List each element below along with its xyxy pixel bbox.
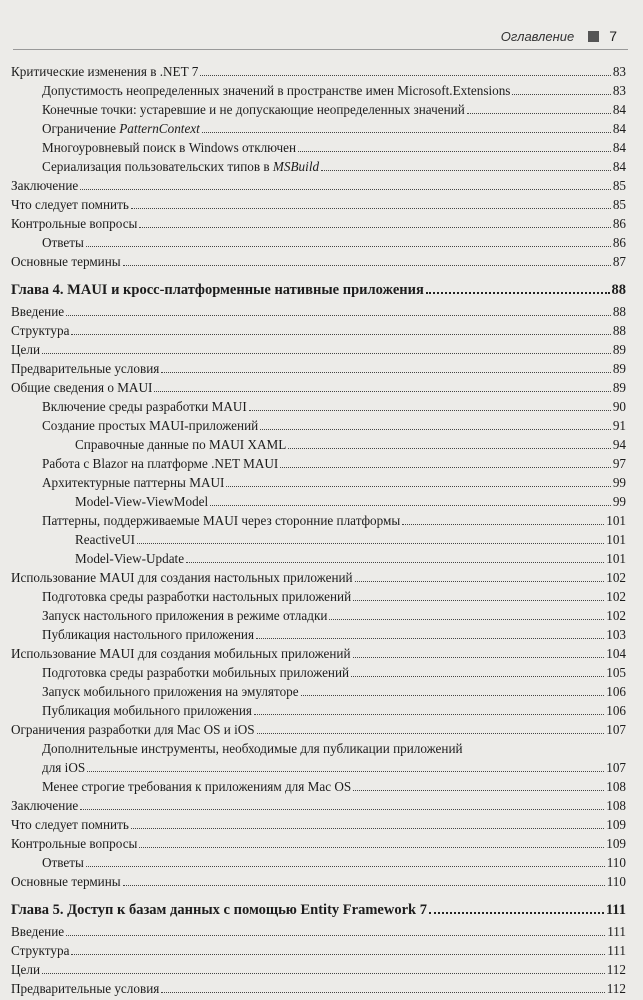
toc-entry-title: Цели (11, 962, 41, 977)
toc-entry-title: Контрольные вопросы (11, 216, 138, 231)
toc-page-number: 110 (606, 855, 626, 870)
toc-entry-title-italic: PatternContext (119, 121, 200, 136)
toc-page-number: 84 (612, 140, 626, 155)
toc-entry-title: Model-View-ViewModel (75, 494, 209, 509)
toc-entry-title: Конечные точки: устаревшие и не допускающие неопределенных значений (42, 102, 465, 117)
toc-entry-title: Цели (11, 342, 41, 357)
toc-entry[interactable] (11, 340, 626, 359)
dot-leader (87, 771, 604, 772)
toc-entry[interactable] (11, 606, 626, 625)
toc-entry[interactable] (11, 644, 626, 663)
dot-leader (139, 847, 604, 848)
dot-leader (137, 543, 604, 544)
toc-page-number: 84 (612, 121, 626, 136)
table-of-contents (11, 62, 626, 998)
toc-entry-title: Введение (11, 304, 65, 319)
toc-page-number: 94 (612, 437, 626, 452)
toc-entry[interactable] (11, 701, 626, 720)
toc-entry[interactable] (11, 176, 626, 195)
toc-entry[interactable] (11, 853, 626, 872)
toc-page-number: 106 (606, 703, 626, 718)
toc-entry-title: Основные термины (11, 874, 121, 889)
dot-leader (66, 935, 605, 936)
toc-page-number: 86 (612, 216, 626, 231)
dot-leader (42, 973, 605, 974)
dot-leader (202, 132, 611, 133)
toc-page-number: 101 (606, 551, 626, 566)
toc-entry-title: Использование MAUI для создания мобильных приложений (11, 646, 351, 661)
dot-leader (353, 600, 604, 601)
toc-entry-title: Архитектурные паттерны MAUI (42, 475, 225, 490)
toc-entry[interactable] (11, 62, 626, 81)
dot-leader (280, 467, 611, 468)
toc-page-number: 103 (606, 627, 626, 642)
toc-entry-title-continued: для iOS (42, 760, 86, 775)
toc-entry-title: Что следует помнить (11, 817, 129, 832)
toc-page-number: 83 (612, 64, 626, 79)
toc-entry[interactable] (11, 777, 626, 796)
toc-entry-title: Публикация мобильного приложения (42, 703, 252, 718)
toc-entry[interactable] (11, 815, 626, 834)
dot-leader (123, 265, 611, 266)
toc-entry-title: Включение среды разработки MAUI (42, 399, 247, 414)
header-rule (13, 49, 628, 50)
dot-leader (353, 790, 604, 791)
dot-leader (355, 581, 605, 582)
toc-entry[interactable] (11, 233, 626, 252)
toc-entry[interactable] (11, 214, 626, 233)
toc-page-number: 112 (606, 962, 626, 977)
toc-page-number: 88 (612, 323, 626, 338)
dot-leader (260, 429, 611, 430)
toc-page-number: 87 (612, 254, 626, 269)
toc-entry-title: Допустимость неопределенных значений в пространстве имен Microsoft.Extensions (42, 83, 511, 98)
toc-entry[interactable] (11, 941, 626, 960)
toc-entry-title: Подготовка среды разработки мобильных приложений (42, 665, 350, 680)
dot-leader (200, 75, 610, 76)
dot-leader (402, 524, 604, 525)
dot-leader (139, 227, 610, 228)
toc-entry-title: Model-View-Update (75, 551, 185, 566)
dot-leader (288, 448, 610, 449)
toc-entry[interactable] (11, 511, 626, 530)
toc-page-number: 84 (612, 102, 626, 117)
toc-entry[interactable] (11, 100, 626, 119)
toc-entry[interactable] (11, 720, 626, 739)
toc-page-number: 102 (606, 608, 626, 623)
toc-entry-title: Заключение (11, 798, 79, 813)
dot-leader (161, 992, 604, 993)
dot-leader (186, 562, 604, 563)
dot-leader (161, 372, 610, 373)
toc-entry-title: Структура (11, 323, 70, 338)
toc-entry-title: Создание простых MAUI-приложений (42, 418, 259, 433)
toc-entry[interactable] (11, 587, 626, 606)
toc-page-number: 104 (606, 646, 626, 661)
toc-entry-title: Паттерны, поддерживаемые MAUI через сторонние платформы (42, 513, 401, 528)
toc-page-number: 84 (612, 159, 626, 174)
toc-entry[interactable] (11, 549, 626, 568)
toc-entry[interactable] (11, 834, 626, 853)
toc-page-number: 107 (606, 760, 626, 775)
toc-entry-title: Запуск настольного приложения в режиме отладки (42, 608, 328, 623)
dot-leader (249, 410, 611, 411)
dot-leader (429, 912, 604, 914)
toc-entry-title: Многоуровневый поиск в Windows отключен (42, 140, 297, 155)
dot-leader (80, 189, 611, 190)
toc-page-number: 85 (612, 178, 626, 193)
toc-entry-title: Ответы (42, 235, 84, 250)
toc-entry[interactable] (11, 960, 626, 979)
dot-leader (301, 695, 605, 696)
dot-leader (257, 733, 605, 734)
dot-leader (80, 809, 604, 810)
toc-entry[interactable] (11, 682, 626, 701)
dot-leader (321, 170, 611, 171)
dot-leader (426, 292, 610, 294)
toc-entry[interactable] (11, 252, 626, 271)
dot-leader (154, 391, 610, 392)
dot-leader (71, 954, 605, 955)
toc-page-number: 86 (612, 235, 626, 250)
toc-entry[interactable] (11, 416, 626, 435)
toc-entry[interactable] (11, 378, 626, 397)
toc-entry[interactable] (11, 302, 626, 321)
toc-entry[interactable] (11, 157, 626, 176)
dot-leader (66, 315, 611, 316)
toc-page-number: 89 (612, 380, 626, 395)
dot-leader (467, 113, 611, 114)
toc-entry-title: Общие сведения о MAUI (11, 380, 153, 395)
toc-entry-title: Предварительные условия (11, 361, 160, 376)
toc-entry-title: Критические изменения в .NET 7 (11, 64, 199, 79)
toc-page-number: 83 (612, 83, 626, 98)
toc-entry-title: Заключение (11, 178, 79, 193)
toc-entry-title: Использование MAUI для создания настольных приложений (11, 570, 353, 585)
toc-page-number: 89 (612, 361, 626, 376)
dot-leader (512, 94, 610, 95)
toc-page-number: 111 (605, 902, 626, 918)
toc-page-number: 108 (606, 779, 626, 794)
toc-page-number: 102 (606, 570, 626, 585)
dot-leader (254, 714, 604, 715)
toc-entry[interactable] (11, 739, 626, 777)
dot-leader (123, 885, 605, 886)
toc-entry-title: Структура (11, 943, 70, 958)
header-square-marker (588, 31, 599, 42)
dot-leader (131, 828, 604, 829)
toc-entry-title: ReactiveUI (75, 532, 136, 547)
dot-leader (131, 208, 611, 209)
toc-entry-title-italic: MSBuild (272, 159, 320, 174)
toc-entry[interactable] (11, 359, 626, 378)
toc-entry-title: Публикация настольного приложения (42, 627, 255, 642)
toc-page-number: 97 (612, 456, 626, 471)
page-number: 7 (609, 28, 617, 44)
toc-entry-title: Предварительные условия (11, 981, 160, 996)
toc-entry[interactable] (11, 119, 626, 138)
toc-page-number: 110 (606, 874, 626, 889)
section-title: Оглавление (500, 28, 575, 44)
dot-leader (353, 657, 605, 658)
toc-entry[interactable] (11, 625, 626, 644)
toc-entry-title: Дополнительные инструменты, необходимые для публикации приложений (42, 741, 463, 756)
toc-page-number: 101 (606, 532, 626, 547)
toc-chapter-title: Глава 4. MAUI и кросс-платформенные нативные приложения (11, 282, 424, 298)
dot-leader (210, 505, 611, 506)
toc-entry[interactable] (11, 397, 626, 416)
toc-entry[interactable] (11, 454, 626, 473)
toc-page-number: 99 (612, 494, 626, 509)
toc-page-number: 99 (612, 475, 626, 490)
toc-entry[interactable] (11, 922, 626, 941)
toc-page-number: 89 (612, 342, 626, 357)
toc-entry-title: Сериализация пользовательских типов в MSBuild (42, 159, 320, 174)
toc-entry-title: Ограничение PatternContext (42, 121, 200, 136)
toc-entry[interactable] (11, 979, 626, 998)
dot-leader (86, 246, 611, 247)
toc-entry-title: Справочные данные по MAUI XAML (75, 437, 287, 452)
toc-entry[interactable] (11, 872, 626, 891)
toc-entry[interactable] (11, 81, 626, 100)
toc-entry[interactable] (11, 195, 626, 214)
toc-page-number: 109 (606, 817, 626, 832)
toc-page-number: 112 (606, 981, 626, 996)
toc-entry[interactable] (11, 530, 626, 549)
toc-entry-title: Менее строгие требования к приложениям для Mac OS (42, 779, 352, 794)
toc-entry-title: Подготовка среды разработки настольных приложений (42, 589, 352, 604)
dot-leader (329, 619, 604, 620)
toc-entry[interactable] (11, 492, 626, 511)
toc-entry[interactable] (11, 473, 626, 492)
toc-page-number: 101 (606, 513, 626, 528)
toc-page-number: 88 (612, 304, 626, 319)
toc-page-number: 102 (606, 589, 626, 604)
toc-entry[interactable] (11, 435, 626, 454)
toc-entry[interactable] (11, 138, 626, 157)
toc-entry[interactable] (11, 321, 626, 340)
dot-leader (71, 334, 610, 335)
toc-page-number: 107 (606, 722, 626, 737)
toc-page-number: 105 (606, 665, 626, 680)
toc-entry[interactable] (11, 663, 626, 682)
toc-page-number: 91 (612, 418, 626, 433)
toc-entry-title: Введение (11, 924, 65, 939)
toc-page-number: 88 (611, 282, 626, 298)
toc-chapter-title: Глава 5. Доступ к базам данных с помощью Entity Framework 7 (11, 902, 427, 918)
toc-page-number: 109 (606, 836, 626, 851)
dot-leader (351, 676, 604, 677)
toc-page-number: 111 (607, 924, 626, 939)
toc-chapter[interactable] (11, 279, 626, 301)
toc-entry[interactable] (11, 796, 626, 815)
toc-entry-title: Работа с Blazor на платформе .NET MAUI (42, 456, 279, 471)
toc-entry-title: Запуск мобильного приложения на эмуляторе (42, 684, 299, 699)
dot-leader (298, 151, 611, 152)
toc-page-number: 111 (607, 943, 626, 958)
toc-page-number: 106 (606, 684, 626, 699)
dot-leader (42, 353, 611, 354)
toc-entry-title: Ограничения разработки для Mac OS и iOS (11, 722, 255, 737)
toc-entry-title: Ответы (42, 855, 84, 870)
toc-page-number: 85 (612, 197, 626, 212)
toc-entry-title: Основные термины (11, 254, 121, 269)
dot-leader (226, 486, 610, 487)
dot-leader (86, 866, 605, 867)
toc-chapter[interactable] (11, 899, 626, 921)
toc-page-number: 90 (612, 399, 626, 414)
toc-entry-title: Контрольные вопросы (11, 836, 138, 851)
toc-entry[interactable] (11, 568, 626, 587)
toc-entry-title: Что следует помнить (11, 197, 129, 212)
toc-page-number: 108 (606, 798, 626, 813)
dot-leader (256, 638, 604, 639)
running-header (501, 28, 617, 44)
